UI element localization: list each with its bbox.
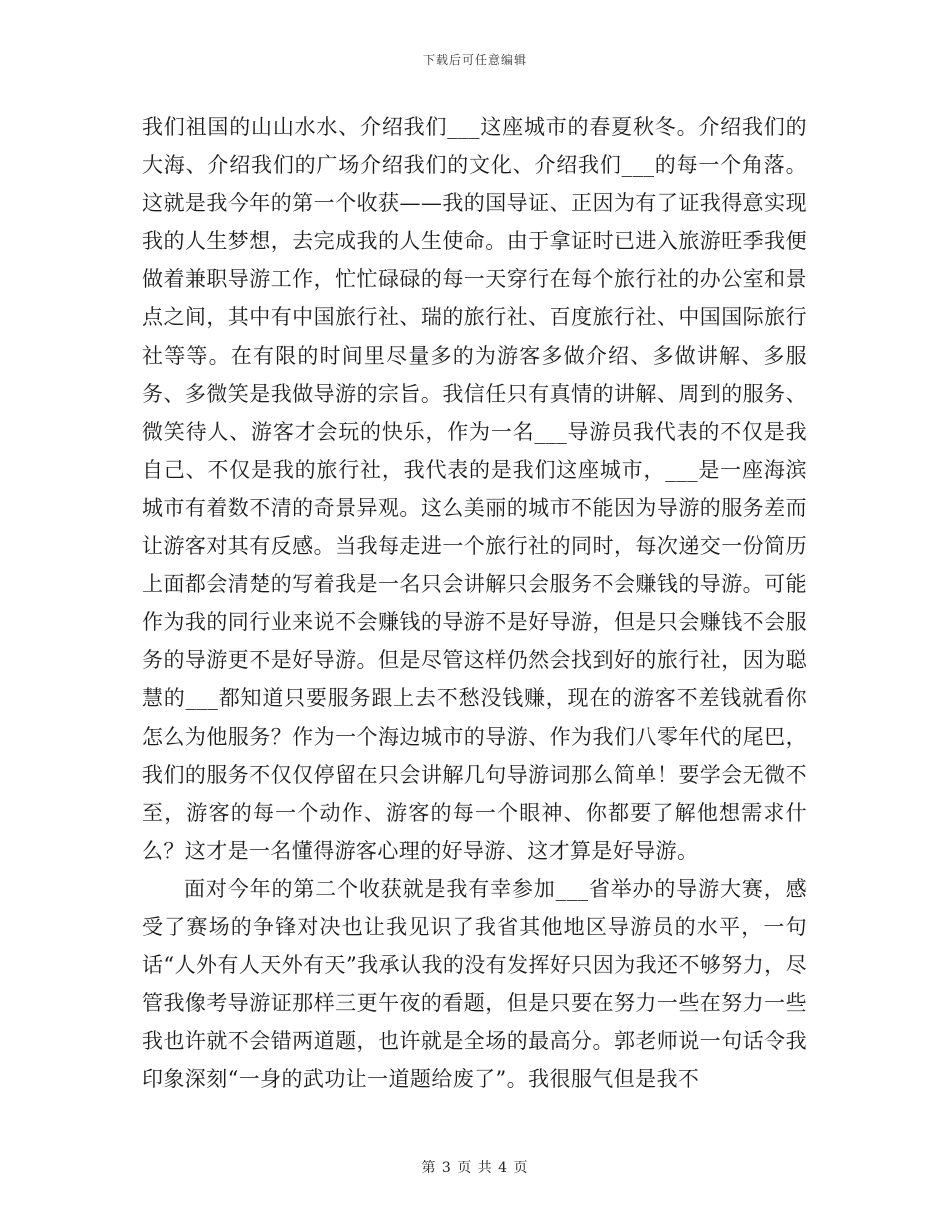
page-footer: 第 3 页 共 4 页 <box>421 1160 529 1176</box>
paragraph-1: 我们祖国的山山水水、介绍我们___这座城市的春夏秋冬。介绍我们的大海、介绍我们的广场介绍我们的文化、介绍我们___的每一个角落。这就是我今年的第一个收获——我的国导证、正因为有了证我得意实现我的人生梦想，去完成我的人生使命。由于拿证时已进入旅游旺季我便做着兼职导游工作，忙忙碌碌的每一天穿行在每个旅行社的办公室和景点之间，其中有中国旅行社、瑞的旅行社、百度旅行社、中国国际旅行社等等。在有限的时间里尽量多的为游客多做介绍、多做讲解、多服务、多微笑是我做导游的宗旨。我信任只有真情的讲解、周到的服务、微笑待人、游客才会玩的快乐，作为一名___导游员我代表的不仅是我自己、不仅是我的旅行社，我代表的是我们这座城市，___是一座海滨城市有着数不清的奇景异观。这么美丽的城市不能因为导游的服务差而让游客对其有反感。当我每走进一个旅行社的同时，每次递交一份简历上面都会清楚的写着我是一名只会讲解只会服务不会赚钱的导游。可能作为我的同行业来说不会赚钱的导游不是好导游，但是只会赚钱不会服务的导游更不是好导游。但是尽管这样仍然会找到好的旅行社，因为聪慧的___都知道只要服务跟上去不愁没钱赚，现在的游客不差钱就看你怎么为他服务？作为一个海边城市的导游、作为我们八零年代的尾巴，我们的服务不仅仅停留在只会讲解几句导游词那么简单！要学会无微不至，游客的每一个动作、游客的每一个眼神、你都要了解他想需求什么？这才是一名懂得游客心理的好导游、这才算是好导游。 <box>142 115 807 863</box>
paragraph-2: 面对今年的第二个收获就是我有幸参加___省举办的导游大赛，感受了赛场的争锋对决也让我见识了我省其他地区导游员的水平，一句话“人外有人天外有天”我承认我的没有发挥好只因为我还不够努力，尽管我像考导游证那样三更午夜的看题，但是只要在努力一些在努力一些我也许就不会错两道题，也许就是全场的最高分。郭老师说一句话令我印象深刻“一身的武功让一道题给废了”。我很服气但是我不 <box>142 876 807 1092</box>
page-header: 下载后可任意编辑 <box>422 53 527 67</box>
document-body <box>142 108 807 1098</box>
